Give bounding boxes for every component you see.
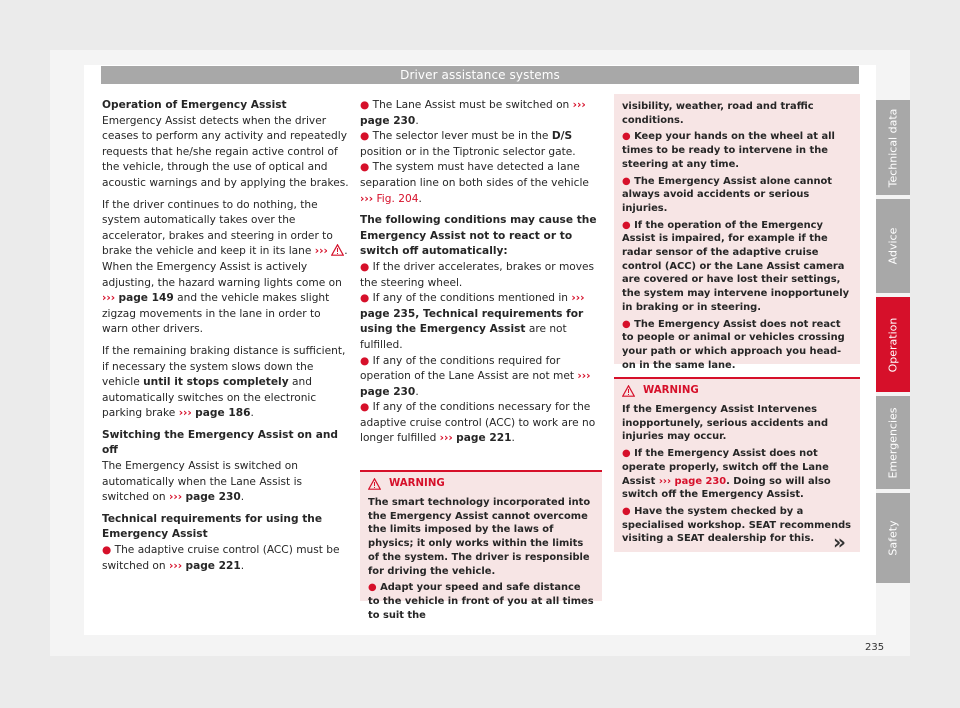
list-item: ● Have the system checked by a specialised workshop. SEAT recommends visiting a SEAT dealership for this. — [622, 505, 852, 545]
bullet-icon: ● — [360, 260, 370, 273]
page-link[interactable]: page 230 — [360, 385, 416, 398]
bullet-icon: ● — [622, 175, 631, 187]
warning-triangle-icon — [622, 385, 635, 397]
list-item: ● The adaptive cruise control (ACC) must be switched on ››› page 221. — [102, 544, 340, 572]
heading-conditions: The following conditions may cause the Emergency Assist not to react or to switch off automatically: — [360, 214, 597, 258]
bullet-icon: ● — [360, 292, 370, 305]
continue-arrow-icon: » — [833, 530, 846, 554]
list-item: ● If the operation of the Emergency Assist is impaired, for example if the radar sensor of the adaptive cruise control (ACC) or the Lane Assist camera are covered or have lost their settings, the system may intervene inopportunely in braking or in steering. — [622, 219, 850, 313]
bullet-icon: ● — [102, 544, 112, 557]
list-item: ● Keep your hands on the wheel at all times to be ready to intervene in the steering at any time. — [622, 131, 835, 170]
list-item: ● If any of the conditions necessary for the adaptive cruise control (ACC) to work are no longer fulfilled ››› page 221. — [360, 401, 596, 445]
column-2 — [360, 98, 602, 453]
page-link[interactable]: page 149 — [118, 292, 174, 305]
list-item: ● If the Emergency Assist does not operate properly, switch off the Lane Assist ››› page 230. Doing so will also switch off the Emergency Assist. — [622, 448, 831, 501]
tab-safety[interactable]: Safety — [876, 493, 910, 583]
bullet-icon: ● — [622, 131, 631, 143]
page-link[interactable]: page 221 — [185, 559, 241, 572]
section-header: Driver assistance systems — [101, 66, 859, 84]
paragraph: If the driver continues to do nothing, the system automatically takes over the accelerator, brakes and steering in order to brake the vehicle and keep it in its lane ››› . When the Emergency Assist is actively adjusting, the hazard warning lights come on ››› page 149 and the vehicle makes slight zigzag movements in the lane in order to warn other drivers. — [102, 198, 348, 336]
heading-requirements: Technical requirements for using the Emergency Assist — [102, 512, 323, 541]
arrow-icon: ››› — [178, 407, 192, 420]
list-item: ● If any of the conditions mentioned in ››› page 235, Technical requirements for using the Emergency Assist are not fulfilled. — [360, 292, 585, 351]
warning-box — [360, 470, 602, 621]
tab-technical-data[interactable]: Technical data — [876, 100, 910, 195]
arrow-icon: ››› — [169, 559, 183, 572]
list-item: ● The selector lever must be in the D/S position or in the Tiptronic selector gate. — [360, 130, 576, 158]
bullet-icon: ● — [622, 219, 631, 231]
warning-triangle-icon — [331, 244, 344, 256]
heading-operation: Operation of Emergency Assist — [102, 99, 287, 111]
paragraph: Emergency Assist detects when the driver ceases to perform any activity and repeatedly requests that he/she regain active control of the vehicle, through the use of optical and acoustic warnings and by applying the brakes. — [102, 114, 349, 189]
page-link[interactable]: page 230 — [674, 475, 727, 487]
arrow-icon: ››› — [169, 491, 183, 504]
column-1 — [102, 98, 350, 580]
tab-operation[interactable]: Operation — [876, 297, 910, 392]
warning-triangle-icon — [368, 478, 381, 490]
warning-box — [614, 377, 860, 552]
arrow-icon: ››› — [314, 245, 328, 258]
bullet-icon: ● — [622, 448, 631, 460]
list-item: ● The Lane Assist must be switched on ››› page 230. — [360, 99, 586, 127]
list-item: ● The Emergency Assist alone cannot always avoid accidents or serious injuries. — [622, 175, 833, 214]
paragraph: The Emergency Assist is switched on automatically when the Lane Assist is switched on ››› page 230. — [102, 460, 303, 504]
bullet-icon: ● — [622, 505, 631, 517]
bullet-icon: ● — [360, 130, 370, 143]
arrow-icon: ››› — [439, 432, 453, 445]
warning-body: visibility, weather, road and traffic conditions. ● Keep your hands on the wheel at all times to be ready to intervene in the steering at any time. ● The Emergency Assist alone cannot always avoid accidents or serious injuries. ● If the operation of the Emergency Assist is impaired, for example if the radar sensor of the adaptive cruise control (ACC) or the Lane Assist camera are covered or have lost their settings, the system may intervene inopportunely in braking or in steering. ● The Emergency Assist does not react to people or animal or vehicles crossing your path or which approach you head-on in the same lane. — [614, 94, 860, 372]
bullet-icon: ● — [360, 99, 370, 111]
tab-advice[interactable]: Advice — [876, 199, 910, 293]
list-item: ● If the driver accelerates, brakes or moves the steering wheel. — [360, 260, 595, 289]
bullet-icon: ● — [360, 161, 370, 174]
arrow-icon: ››› — [572, 99, 586, 111]
page-link[interactable]: page 230 — [185, 491, 241, 504]
tab-emergencies[interactable]: Emergencies — [876, 396, 910, 489]
page-link[interactable]: page 230 — [360, 114, 416, 127]
warning-body: The smart technology incorporated into the Emergency Assist cannot overcome the limits imposed by the laws of physics; it only works within the limits of the system. The driver is responsible for driving the vehicle. ● Adapt your speed and safe distance to the vehicle in front of you at all times to suit the — [368, 497, 594, 621]
list-item: ● Adapt your speed and safe distance to the vehicle in front of you at all times to suit the — [368, 582, 594, 621]
page-number: 235 — [865, 642, 885, 653]
list-item: ● If any of the conditions required for operation of the Lane Assist are not met ››› page 230. — [360, 354, 591, 398]
warning-title: WARNING — [360, 472, 602, 492]
arrow-icon: ››› — [102, 292, 116, 305]
arrow-icon: ››› — [571, 292, 585, 305]
arrow-icon: ››› — [360, 192, 374, 205]
heading-switching: Switching the Emergency Assist on and off — [102, 428, 339, 457]
bullet-icon: ● — [622, 318, 631, 330]
bullet-icon: ● — [360, 401, 370, 414]
page-link[interactable]: page 221 — [456, 432, 512, 445]
warning-box-continued — [614, 94, 860, 371]
figure-link[interactable]: Fig. 204 — [376, 192, 419, 205]
bullet-icon: ● — [360, 354, 370, 367]
warning-title: WARNING — [614, 379, 860, 399]
page-link[interactable]: page 186 — [195, 407, 251, 420]
arrow-icon: ››› — [658, 475, 672, 487]
page-link[interactable]: page 235, Technical requirements for using the Emergency Assist — [360, 307, 584, 336]
warning-body: If the Emergency Assist Intervenes inopportunely, serious accidents and injuries may occur. ● If the Emergency Assist does not operate properly, switch off the Lane Assist ››› page 230. Doing so will also switch off the Emergency Assist. ● Have the system checked by a specialised workshop. SEAT recommends visiting a SEAT dealership for this. — [622, 404, 852, 545]
list-item: ● The system must have detected a lane separation line on both sides of the vehicle ››› Fig. 204. — [360, 161, 589, 205]
paragraph: If the remaining braking distance is sufficient, if necessary the system slows down the vehicle until it stops completely and automatically switches on the electronic parking brake ››› page 186. — [102, 344, 346, 420]
list-item: ● The Emergency Assist does not react to people or animal or vehicles crossing your path or which approach you head-on in the same lane. — [622, 318, 845, 371]
arrow-icon: ››› — [577, 370, 591, 383]
bullet-icon: ● — [368, 582, 377, 594]
